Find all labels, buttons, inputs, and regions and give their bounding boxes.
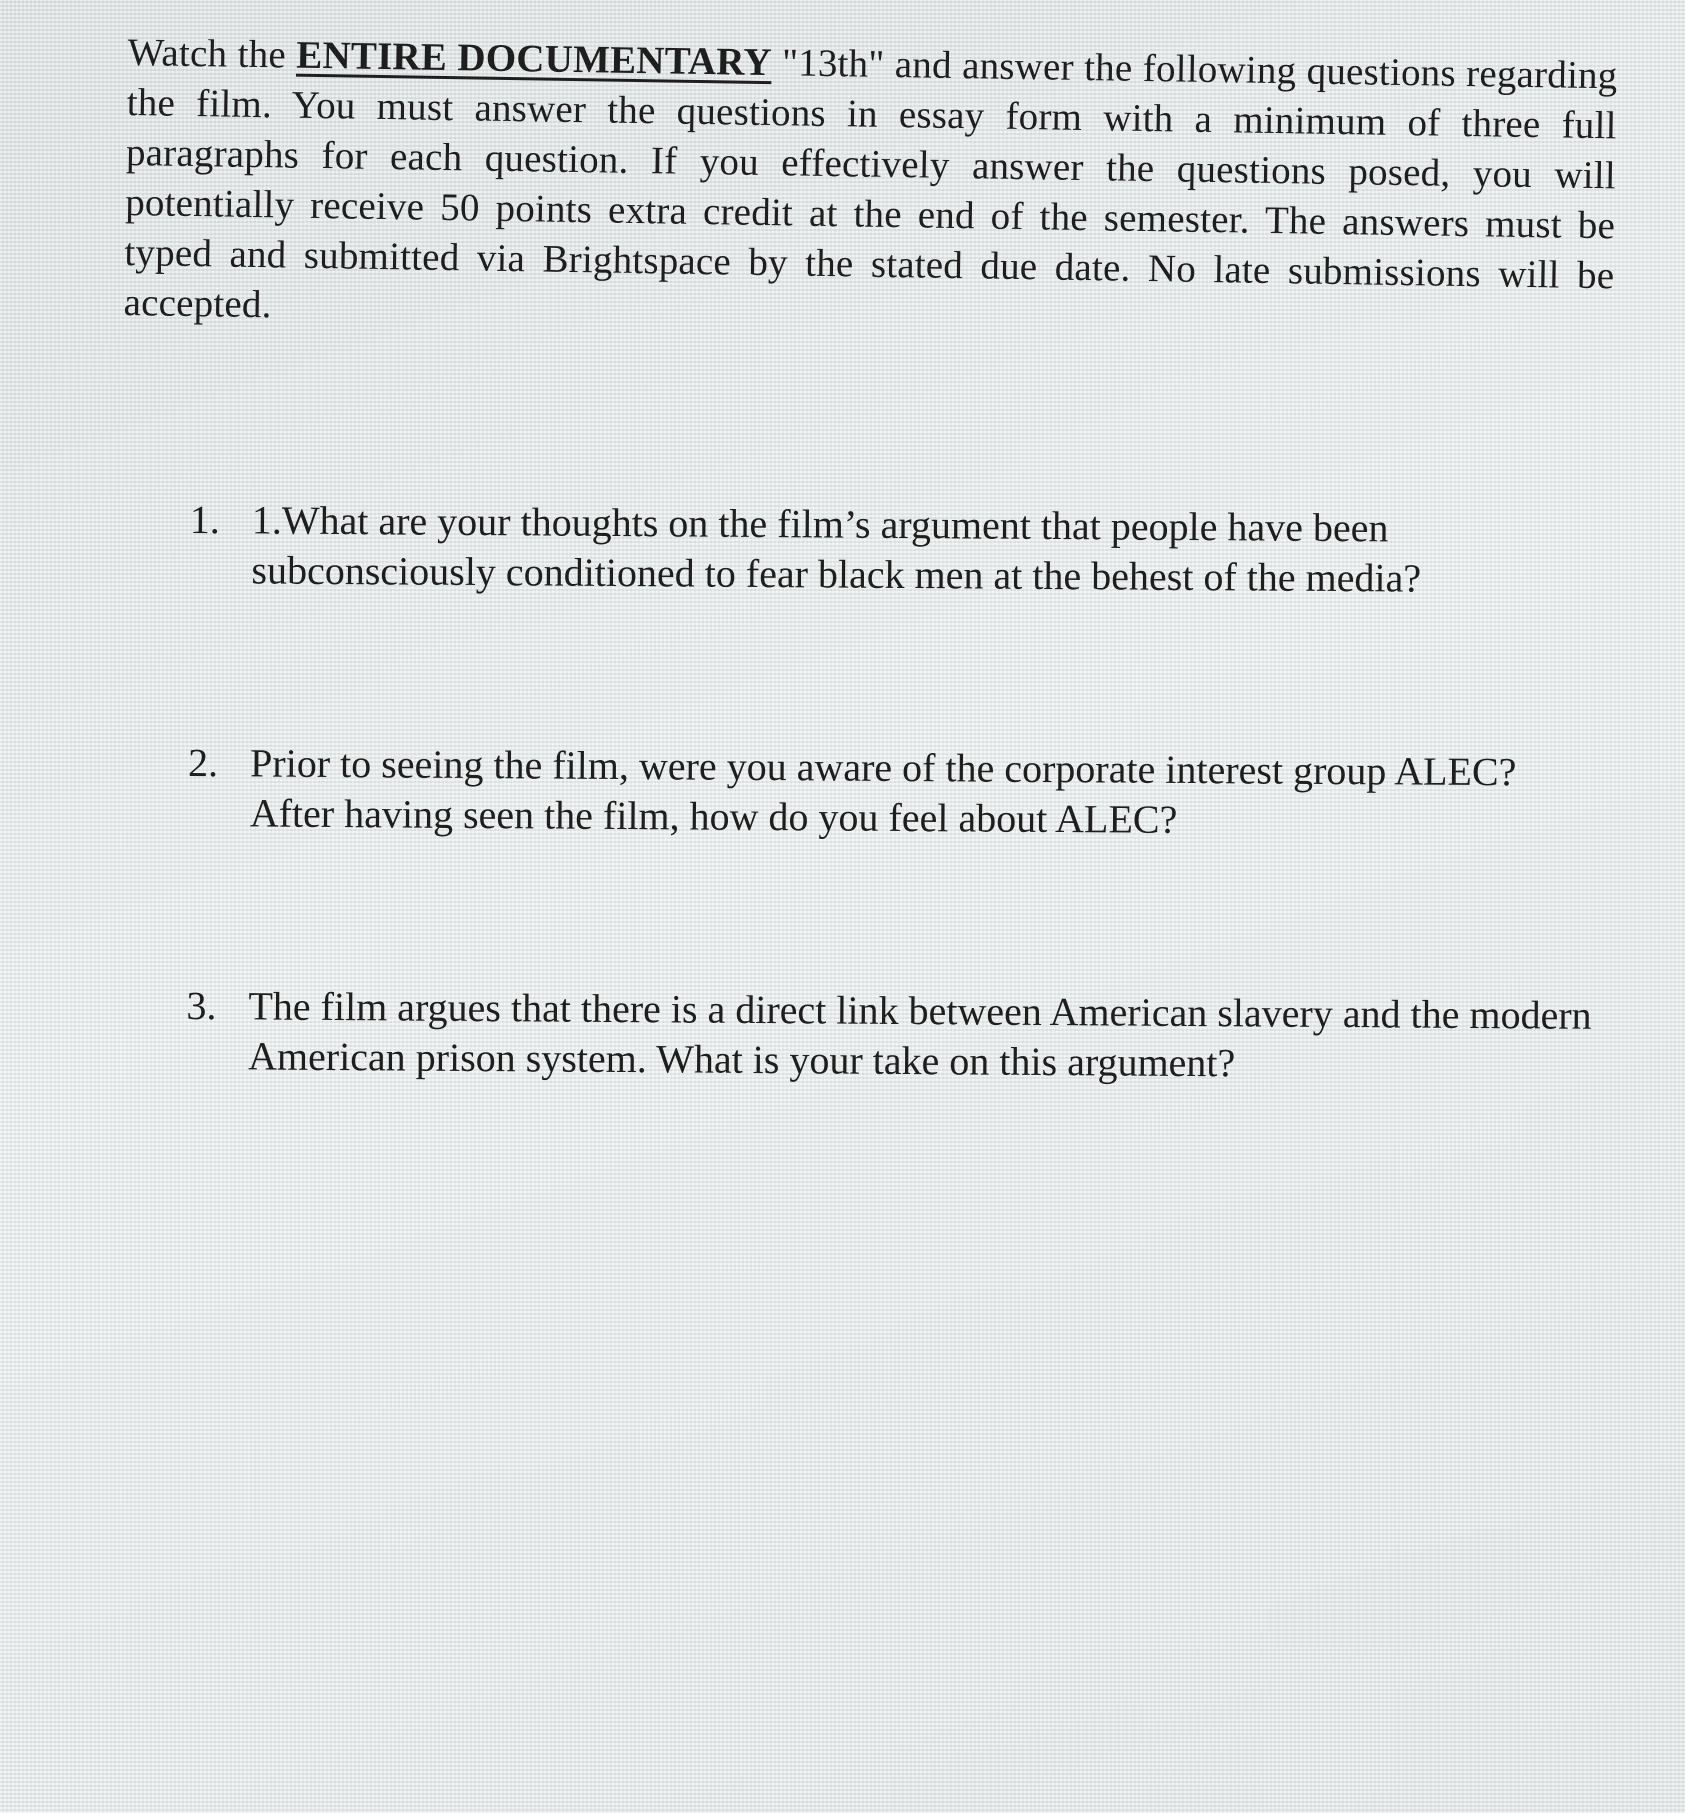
instructions-lead: Watch the bbox=[127, 30, 297, 77]
question-number: 3. bbox=[186, 982, 217, 1029]
question-item-2 bbox=[188, 738, 1609, 848]
question-item-1 bbox=[189, 495, 1610, 605]
question-text: 1.What are your thoughts on the film’s argument that people have been subconsciously conditioned to fear black men at the behest of the media? bbox=[251, 497, 1422, 601]
question-number: 1. bbox=[189, 496, 220, 543]
instructions-body: "13th" and answer the following questions regarding the film. You must answer the questions in essay form with a minimum of three full paragraphs for each question. If you effectively answer the questions posed, you will potentially receive 50 points extra credit at the end of the semester. The answers must be typed and submitted via Brightspace by the stated due date. No late submissions will be accepted. bbox=[123, 41, 1618, 327]
question-text: The film argues that there is a direct link between American slavery and the modern American prison system. What is your take on this argument? bbox=[247, 983, 1592, 1086]
question-list bbox=[185, 495, 1610, 1234]
question-text: Prior to seeing the film, were you aware of the corporate interest group ALEC? After having seen the film, how do you feel about ALEC? bbox=[249, 740, 1517, 842]
question-number: 2. bbox=[187, 739, 219, 786]
question-item-3 bbox=[186, 981, 1607, 1091]
entire-documentary-emphasis: ENTIRE DOCUMENTARY bbox=[295, 33, 773, 85]
instructions-paragraph bbox=[123, 28, 1618, 351]
